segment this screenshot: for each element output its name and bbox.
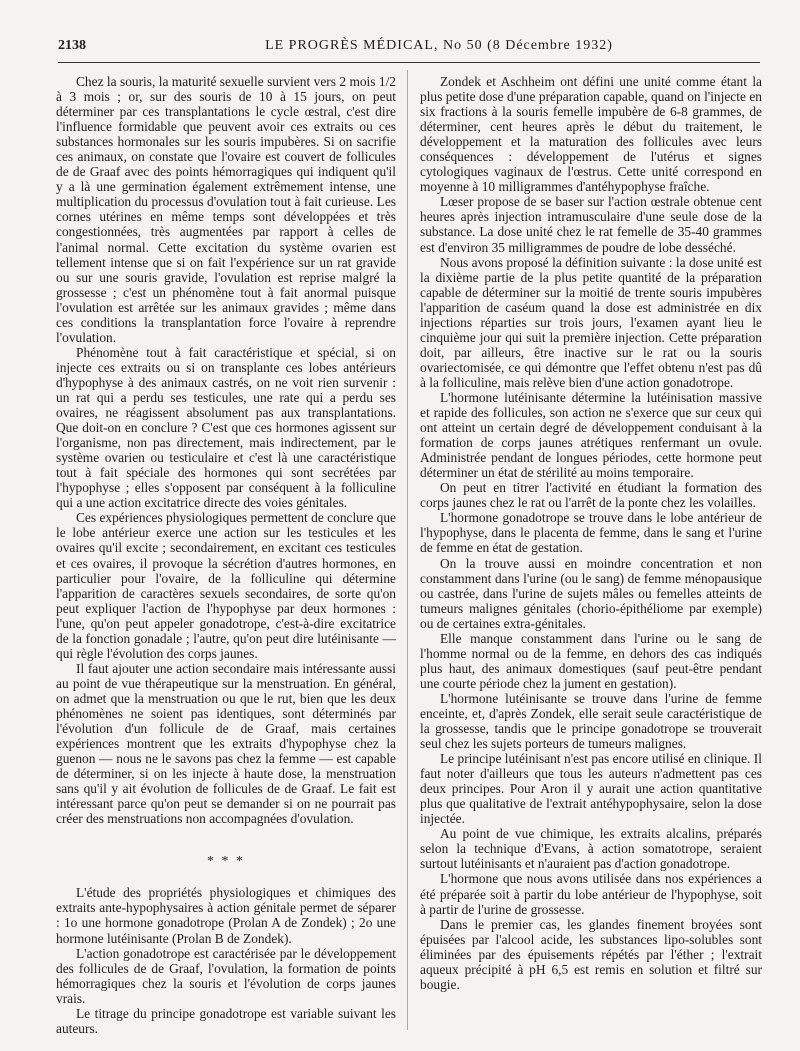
column-divider — [407, 70, 408, 1030]
paragraph: Le titrage du principe gonadotrope est variable suivant les auteurs. — [56, 1005, 396, 1036]
page-header — [58, 38, 760, 62]
running-title: LE PROGRÈS MÉDICAL, No 50 (8 Décembre 1932) — [265, 38, 613, 53]
right-column — [420, 74, 762, 992]
paragraph: L'hormone lutéinisante se trouve dans l'urine de femme enceinte, et, d'après Zondek, elle serait seule caractéristique de la grossesse, tandis que le principe gonadotrope se trouverait seul chez les sujets porteurs de tumeurs malignes. — [420, 690, 762, 752]
paragraph: L'hormone que nous avons utilisée dans nos expériences a été préparée soit à partir du lobe antérieur de l'hypophyse, soit à partir de l'urine de grossesse. — [420, 871, 762, 917]
page-number: 2138 — [58, 38, 86, 53]
paragraph: Zondek et Aschheim ont défini une unité comme étant la plus petite dose d'une préparation capable, quand on l'injecte en six fractions à la souris femelle impubère de 6-8 grammes, de déterminer, cent heures après le début du traitement, le développement et la maturation des follicules avec leurs conséquences : développement de l'utérus et signes cytologiques vaginaux de l'œstrus. Cette unité correspond en moyenne à 10 milligrammes d'antéhypophyse fraîche. — [420, 74, 762, 195]
paragraph: Ces expériences physiologiques permettent de conclure que le lobe antérieur exerce une action sur les testicules et les ovaires qu'il excite ; secondairement, en excitant ces testicules et ces ovaires, il provoque la sécrétion d'autres hormones, en particulier pour l'ovaire, de la folliculine qui détermine l'apparition de caractères sexuels secondaires, de sorte qu'on peut expliquer l'action de l'hypophyse par deux hormones : l'une, qu'on peut appeler gonadotrope, c'est-à-dire excitatrice de la fonction gonadale ; l'autre, qu'on peut dire lutéinisante — qui règle l'évolution des corps jaunes. — [56, 510, 396, 661]
paragraph: Dans le premier cas, les glandes finement broyées sont épuisées par l'alcool acide, les substances lipo-solubles sont éliminées par des épuisements répétés par l'éther ; l'extrait aqueux précipité à pH 6,5 est remis en solution et filtré sur bougie. — [420, 916, 762, 992]
paragraph: L'action gonadotrope est caractérisée par le développement des follicules de de Graaf, l'ovulation, la formation de points hémorragiques chez la souris et l'évolution de corps jaunes vrais. — [56, 945, 396, 1006]
paragraph: Au point de vue chimique, les extraits alcalins, préparés selon la technique d'Evans, à action somatotrope, seraient surtout lutéinisants et n'auraient pas d'action gonadotrope. — [420, 826, 762, 872]
paragraph: Nous avons proposé la définition suivante : la dose unité est la dixième partie de la plus petite quantité de la préparation capable de déterminer sur la moitié de trente souris impubères l'apparition de caséum quand la dose est administrée en dix injections réparties sur trois jours, l'examen ayant lieu le cinquième jour qui suit la première injection. Cette préparation doit, par ailleurs, être inactive sur le rat ou la souris ovariectomisée, ce qui démontre que l'effet obtenu n'est pas dû à la folliculine, mais relève bien d'une action gonadotrope. — [420, 254, 762, 390]
paragraph: Il faut ajouter une action secondaire mais intéressante aussi au point de vue thérapeutique sur la menstruation. En général, on admet que la menstruation ou que le rut, bien que les deux phénomènes ne soient pas identiques, sont déterminés par l'évolution d'un follicule de de Graaf, mais certaines expériences montrent que les extraits d'hypophyse chez la guenon — nous ne le savons pas chez la femme — est capable de déterminer, si on les injecte à haute dose, la menstruation sans qu'il y ait évolution de follicules de de Graaf. Le fait est intéressant parce qu'on peut se demander si on ne pourrait pas créer des menstruations non accompagnées d'ovulation. — [56, 660, 396, 827]
header-rule — [58, 62, 760, 63]
paragraph: L'hormone lutéinisante détermine la lutéinisation massive et rapide des follicules, son action ne s'exerce que sur ceux qui ont atteint un certain degré de développement conduisant à la formation de corps jaunes atrétiques renfermant un ovule. Administrée pendant de longues périodes, cette hormone peut déterminer un état de stérilité au moins temporaire. — [420, 389, 762, 481]
paragraph: On peut en titrer l'activité en étudiant la formation des corps jaunes chez le rat ou l'arrêt de la ponte chez les volailles. — [420, 480, 762, 511]
paragraph: Phénomène tout à fait caractéristique et spécial, si on injecte ces extraits ou si on transplante ces lobes antérieurs d'hypophyse à des animaux castrés, on ne voit rien survenir : un rat qui a perdu ses testicules, une rate qui a perdu ses ovaires, ne réagissent absolument pas aux transplantations. Que doit-on en conclure ? C'est que ces hormones agissent sur l'organisme, non pas directement, mais indirectement, par le système ovarien ou testiculaire et c'est là une caractéristique tout à fait spéciale des hormones qui sont secrétées par l'hypophyse ; elles s'opposent par conséquent à la folliculine qui a une action excitatrice directe des voies génitales. — [56, 344, 396, 511]
paragraph: Lœser propose de se baser sur l'action œstrale obtenue cent heures après injection intramusculaire d'une seule dose de la substance. La dose unité chez le rat femelle de 35-40 grammes est d'environ 35 milligrammes de poudre de lobe desséché. — [420, 194, 762, 255]
paragraph: L'étude des propriétés physiologiques et chimiques des extraits ante-hypophysaires à action génitale permet de séparer : 1o une hormone gonadotrope (Prolan A de Zondek) ; 2o une hormone lutéinisante (Prolan B de Zondek). — [56, 885, 396, 946]
left-column — [56, 74, 396, 1036]
paragraph: L'hormone gonadotrope se trouve dans le lobe antérieur de l'hypophyse, dans le placenta de femme, dans le sang et l'urine de femme en état de gestation. — [420, 510, 762, 556]
paragraph: Elle manque constamment dans l'urine ou le sang de l'homme normal ou de la femme, en dehors des cas indiqués plus haut, des animaux domestiques (sauf peut-être pendant une courte période chez la jument en gestation). — [420, 630, 762, 691]
paragraph: Chez la souris, la maturité sexuelle survient vers 2 mois 1/2 à 3 mois ; or, sur des souris de 10 à 15 jours, on peut déterminer par ces transplantations le cycle œstral, c'est dire l'influence formidable que peuvent avoir ces extraits ou ces substances hormonales sur les souris impubères. Si on sacrifie ces animaux, on constate que l'ovaire est couvert de follicules de de Graaf avec des points hémorragiques qui indiquent qu'il y a là une germination également extrêmement intense, une multiplication du processus d'ovulation tout à fait curieuse. Les cornes utérines en même temps sont développées et très congestionnées, très augmentées par rapport à celles de l'animal normal. Cette excitation du système ovarien est tellement intense que si on fait l'expérience sur un rat gravide ou sur une souris gravide, l'ovulation est reprise malgré la grossesse ; c'est un phénomène tout à fait anormal puisque l'ovulation est arrêtée sur les animaux gravides ; même dans ces conditions la transplantation force l'ovaire à reprendre l'ovulation. — [56, 74, 396, 345]
paragraph: On la trouve aussi en moindre concentration et non constamment dans l'urine (ou le sang) de femme ménopausique ou castrée, dans l'urine de sujets mâles ou femelles atteints de tumeurs malignes génitales (chorio-épithéliome par exemple) ou de certaines extra-génitales. — [420, 555, 762, 631]
paragraph: Le principe lutéinisant n'est pas encore utilisé en clinique. Il faut noter d'ailleurs que tous les auteurs n'admettent pas ces deux principes. Pour Aron il y aurait une action quantitative plus que qualitative de l'extrait antéhypophysaire, selon la dose injectée. — [420, 751, 762, 827]
section-separator: * * * — [207, 854, 245, 870]
